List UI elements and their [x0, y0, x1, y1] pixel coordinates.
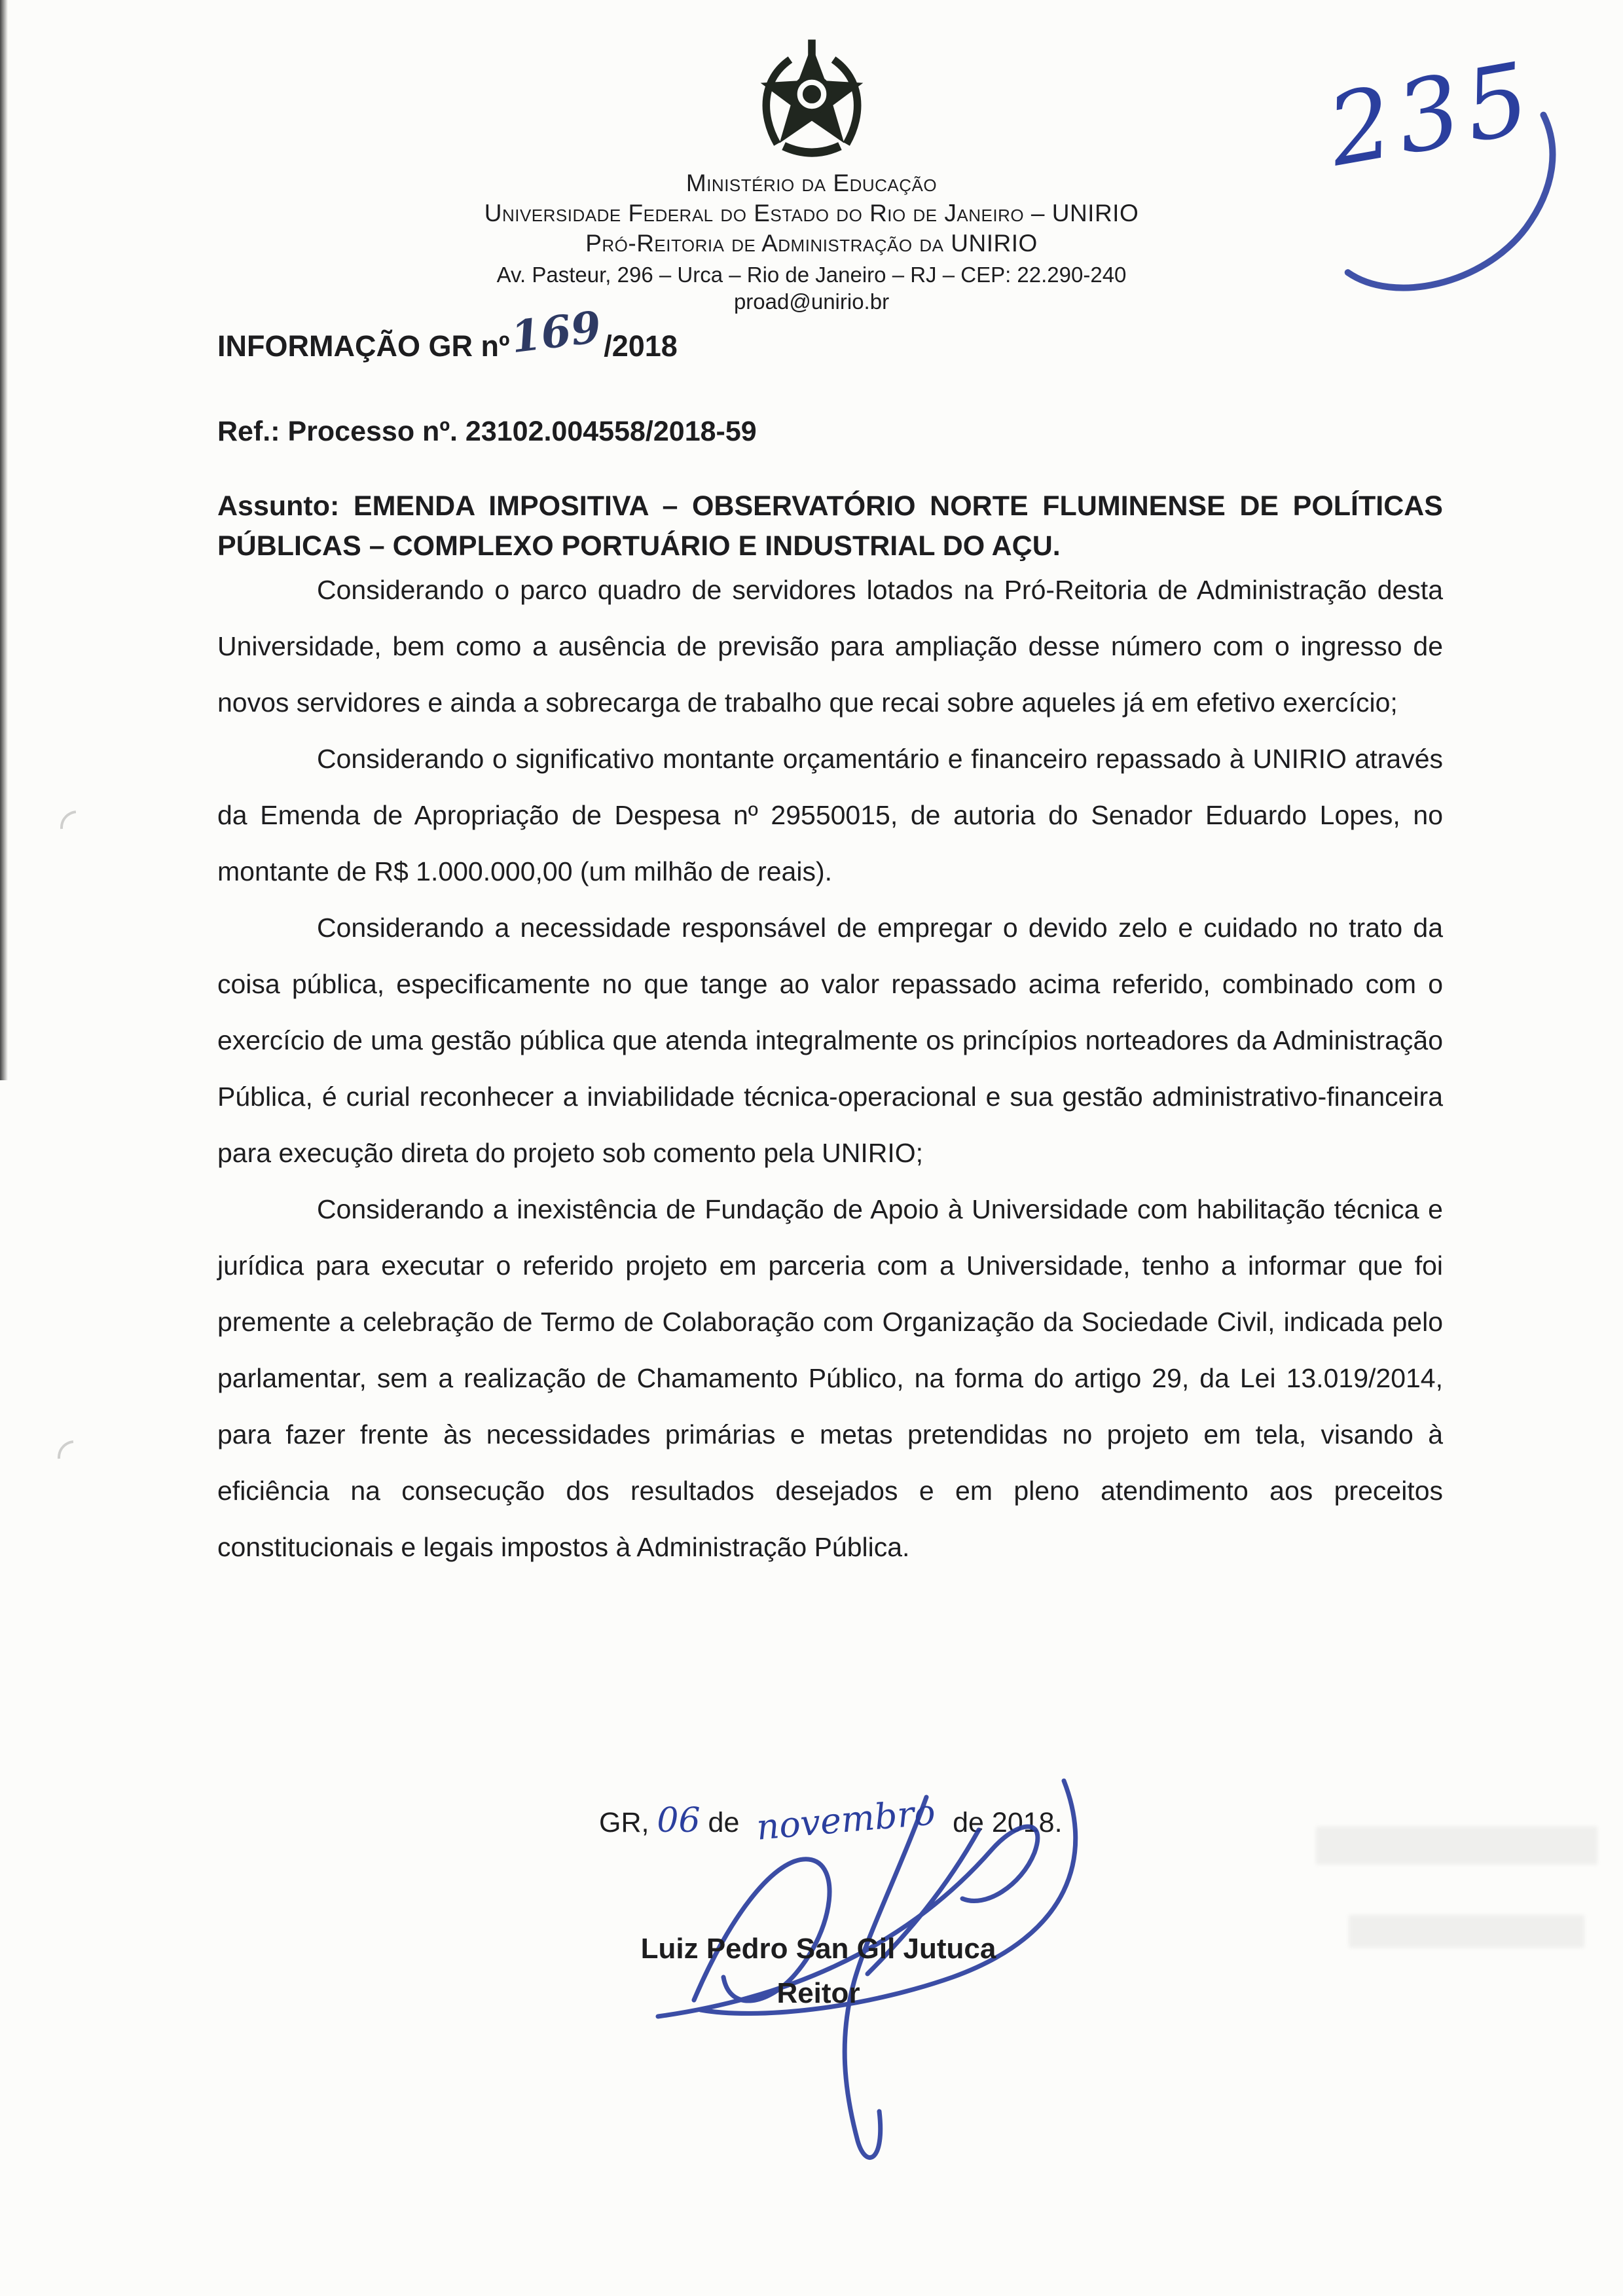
subject-line: Assunto: EMENDA IMPOSITIVA – OBSERVATÓRIO NORTE FLUMINENSE DE POLÍTICAS PÚBLICAS – COMPLEXO PORTUÁRIO E INDUSTRIAL DO AÇU. — [217, 490, 1443, 562]
body-paragraph: Considerando a inexistência de Fundação de Apoio à Universidade com habilitação técnica e jurídica para executar o referido projeto em parceria com a Universidade, tenho a informar que foi premente a celebração de Termo de Colaboração com Organização da Sociedade Civil, indicada pelo parlamentar, sem a realização de Chamamento Público, na forma do artigo 29, da Lei 13.019/2014, para fazer frente às necessidades primárias e metas pretendidas no projeto em tela, visando à eficiência na consecução dos resultados desejados e em pleno atendimento aos preceitos constitucionais e legais impostos à Administração Pública. — [217, 1194, 1443, 1562]
body-paragraph: Considerando o significativo montante orçamentário e financeiro repassado à UNIRIO através da Emenda de Apropriação de Despesa nº 29550015, de autoria do Senador Eduardo Lopes, no montante de R$ 1.000.000,00 (um milhão de reais). — [217, 744, 1443, 886]
body-paragraph: Considerando o parco quadro de servidores lotados na Pró-Reitoria de Administração desta Universidade, bem como a ausência de previsão para ampliação desse número com o ingresso de novos servidores e ainda a sobrecarga de trabalho que recai sobre aqueles já em efetivo exercício; — [217, 575, 1443, 718]
letter-paragraphs — [217, 562, 1443, 1575]
date-connector: de — [708, 1807, 740, 1838]
handwritten-day: 06 — [657, 1801, 701, 1840]
date-line — [599, 1791, 1063, 1848]
signer-name: Luiz Pedro San Gil Jutuca — [640, 1933, 996, 1965]
letterhead-address: Av. Pasteur, 296 – Urca – Rio de Janeiro – RJ – CEP: 22.290-240 — [496, 262, 1127, 287]
bleedthrough-artifact — [1316, 1827, 1597, 1865]
handwritten-month: novembro — [755, 1791, 938, 1848]
letterhead-university: Universidade Federal do Estado do Rio de Janeiro – UNIRIO — [484, 199, 1139, 227]
document-title — [217, 301, 678, 367]
scan-smudge-artifact — [50, 1433, 98, 1481]
date-place: GR, — [599, 1807, 649, 1838]
brazil-coat-of-arms-icon — [746, 38, 877, 159]
letterhead-email: proad@unirio.br — [733, 289, 890, 314]
body-paragraph: Considerando a necessidade responsável de empregar o devido zelo e cuidado no trato da coisa pública, especificamente no que tange ao valor repassado acima referido, combinado com o exercício de uma gestão pública que atenda integralmente os princípios norteadores da Administração Pública, é curial reconhecer a inviabilidade técnica-operacional e sua gestão administrativo-financeira para execução direta do projeto sob comento pela UNIRIO; — [217, 913, 1443, 1168]
process-reference: Ref.: Processo nº. 23102.004558/2018-59 — [217, 416, 757, 447]
scan-smudge-artifact — [53, 803, 101, 851]
handwritten-document-number: 169 — [508, 301, 604, 363]
bleedthrough-artifact — [1349, 1915, 1584, 1948]
document-title-suffix: /2018 — [604, 329, 678, 363]
letterhead — [0, 38, 1623, 315]
letterhead-office: Pró-Reitoria de Administração da UNIRIO — [585, 229, 1038, 257]
signer-title: Reitor — [776, 1977, 860, 2009]
document-title-prefix: INFORMAÇÃO GR nº — [217, 329, 510, 363]
handwritten-page-number-text: 235 — [1320, 41, 1544, 189]
date-year: de 2018. — [953, 1807, 1063, 1838]
letterhead-ministry: Ministério da Educação — [685, 170, 938, 196]
